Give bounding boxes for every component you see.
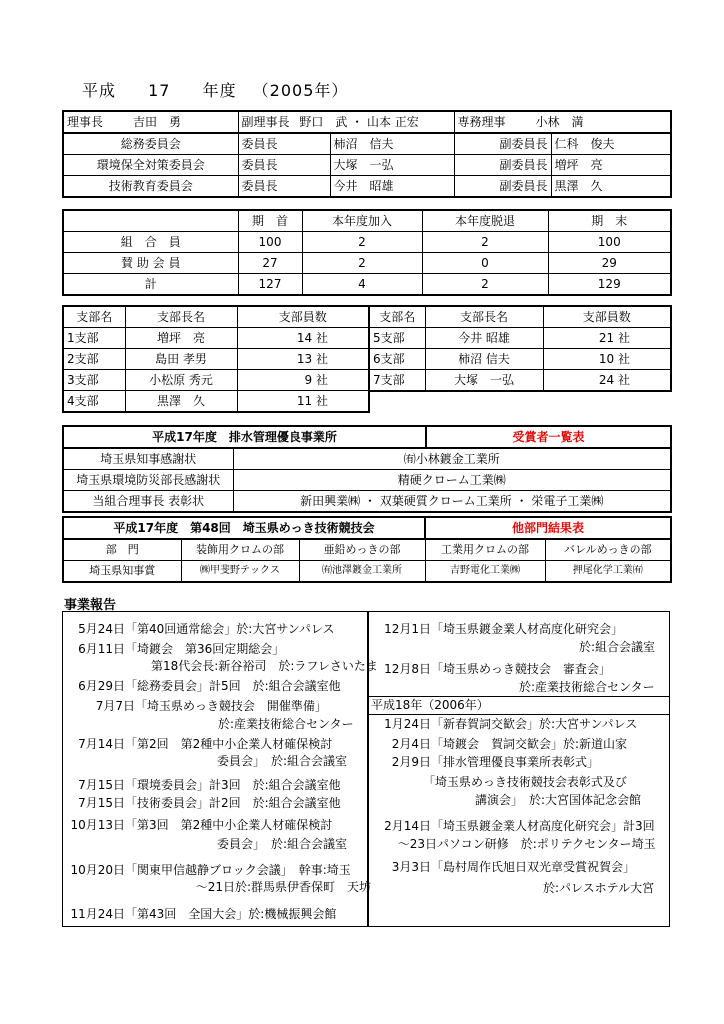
committee-row xyxy=(63,155,671,176)
header-head: 支部長名 xyxy=(425,306,543,328)
report-date: 7月15日 xyxy=(78,796,125,810)
header-branch: 支部名 xyxy=(369,306,425,328)
report-date: 10月20日 xyxy=(70,863,125,877)
report-entry xyxy=(519,679,655,695)
branch-head: 大塚 一弘 xyxy=(425,370,543,392)
report-text: 「埼玉県鍍金業人材高度化研究会」 xyxy=(431,622,624,636)
report-text: 「技術委員会」計2回 於:組合会議室他 xyxy=(125,796,341,810)
report-label: 事業報告 xyxy=(64,598,117,613)
vice-chair-cell xyxy=(238,111,454,133)
chair-label: 理事長 xyxy=(67,115,104,129)
committee-row xyxy=(63,133,671,155)
row-label: 組 合 員 xyxy=(63,232,238,253)
branch-row xyxy=(369,370,671,392)
report-left-column xyxy=(62,611,378,927)
header-branch: 支部名 xyxy=(63,306,125,328)
awards-list-label: 受賞者一覧表 xyxy=(426,426,671,448)
branch-row xyxy=(369,328,671,349)
row-label: 計 xyxy=(63,274,238,296)
report-text: 「環境委員会」計3回 於:組合会議室他 xyxy=(125,778,341,792)
branch-name: 2支部 xyxy=(63,349,125,370)
contest-header: 部 門 xyxy=(63,539,181,561)
branch-row xyxy=(369,349,671,370)
officers-table xyxy=(62,110,670,198)
award-winner: 精硬クローム工業㈱ xyxy=(233,470,671,491)
vice-chair-names: 野口 武 ・ 山本 正宏 xyxy=(299,115,419,129)
report-text: 「埼鍍会 賀詞交歓会」於:新道山家 xyxy=(431,737,628,751)
membership-row xyxy=(63,232,671,253)
report-entry xyxy=(77,698,327,714)
report-entry xyxy=(579,639,655,655)
report-text: 「島村周作氏旭日双光章受賞祝賀会」 xyxy=(431,860,636,874)
header-left: 本年度脱退 xyxy=(422,210,548,232)
branch-name: 5支部 xyxy=(369,328,425,349)
report-entry xyxy=(67,862,351,878)
contest-header: 亜鉛めっきの部 xyxy=(299,539,425,561)
report-text: 委員会」 於:組合会議室 xyxy=(217,754,348,768)
report-date: ～21日 xyxy=(195,880,235,894)
branch-head: 黒澤 久 xyxy=(125,391,237,413)
report-text: 「埼玉県めっき技術競技会表彰式及び xyxy=(423,775,627,789)
report-entry xyxy=(373,736,627,752)
committee-vice-label: 副委員長 xyxy=(454,133,551,155)
report-entry xyxy=(67,777,341,793)
branch-head: 増坪 亮 xyxy=(125,328,237,349)
header-count: 支部員数 xyxy=(543,306,671,328)
value-cell: 27 xyxy=(238,253,302,274)
report-text: 於:産業技術総合センター xyxy=(218,717,354,731)
branch-count: 11 社 xyxy=(237,391,369,413)
award-name: 埼玉県知事感謝状 xyxy=(63,448,233,470)
contest-header: 工業用クロムの部 xyxy=(425,539,545,561)
report-date: 10月13日 xyxy=(70,818,125,832)
award-row xyxy=(63,470,671,491)
report-date: 11月24日 xyxy=(70,907,125,921)
report-date: 6月29日 xyxy=(78,679,125,693)
report-text: 於:組合会議室 xyxy=(579,640,656,654)
report-date: 平成18年（2006年） xyxy=(371,698,489,712)
branch-count: 13 社 xyxy=(237,349,369,370)
report-date: 7月7日 xyxy=(95,699,135,713)
branch-table-left xyxy=(62,305,368,413)
report-entry xyxy=(83,879,371,895)
contest-row xyxy=(63,561,671,583)
branch-row xyxy=(63,349,369,370)
year-divider xyxy=(369,714,669,715)
membership-row xyxy=(63,274,671,296)
row-label: 賛 助 会 員 xyxy=(63,253,238,274)
contest-header: バレルめっきの部 xyxy=(545,539,671,561)
value-cell: 2 xyxy=(302,232,422,253)
report-entry xyxy=(423,774,627,790)
branch-header-row xyxy=(369,306,671,328)
value-cell: 100 xyxy=(548,232,671,253)
committee-vice-label: 副委員長 xyxy=(454,155,551,176)
value-cell: 127 xyxy=(238,274,302,296)
report-entry xyxy=(373,661,611,677)
vice-chair-label: 副理事長 xyxy=(241,115,290,129)
report-entry xyxy=(373,818,655,834)
year-divider-top xyxy=(369,696,669,697)
header-end: 期 末 xyxy=(548,210,671,232)
report-right-column xyxy=(368,611,670,927)
award-row xyxy=(63,491,671,513)
contest-title: 平成17年度 第48回 埼玉県めっき技術競技会 xyxy=(63,517,425,539)
value-cell: 2 xyxy=(422,232,548,253)
report-text: 「埼玉県めっき競技会 開催準備」 xyxy=(135,699,327,713)
branch-count: 24 社 xyxy=(543,370,671,392)
branch-row xyxy=(63,370,369,391)
award-name: 埼玉県環境防災部長感謝状 xyxy=(63,470,233,491)
committee-chair-label: 委員長 xyxy=(238,155,330,176)
branch-head: 島田 孝男 xyxy=(125,349,237,370)
membership-row xyxy=(63,253,671,274)
branch-name: 6支部 xyxy=(369,349,425,370)
committee-name: 環境保全対策委員会 xyxy=(63,155,238,176)
report-date: 12月1日 xyxy=(384,622,431,636)
report-entry xyxy=(373,754,599,770)
report-entry xyxy=(67,795,341,811)
report-entry xyxy=(379,836,656,852)
chair-name: 吉田 勇 xyxy=(133,115,182,129)
committee-vice-label: 副委員長 xyxy=(454,176,551,198)
report-entry xyxy=(218,716,354,732)
report-text: 於:群馬県伊香保町 天坊 xyxy=(235,880,372,894)
value-cell: 100 xyxy=(238,232,302,253)
report-entry xyxy=(371,697,489,713)
report-date: 12月8日 xyxy=(384,662,431,676)
membership-header-row xyxy=(63,210,671,232)
report-text: 「排水管理優良事業所表彰式」 xyxy=(431,755,600,769)
chair-cell xyxy=(63,111,238,133)
committee-vice: 黒澤 久 xyxy=(551,176,671,198)
page-title xyxy=(82,78,348,101)
value-cell: 4 xyxy=(302,274,422,296)
value-cell: 0 xyxy=(422,253,548,274)
report-date: 3月3日 xyxy=(391,860,431,874)
report-date: 1月24日 xyxy=(384,717,431,731)
branch-count: 10 社 xyxy=(543,349,671,370)
committee-chair-label: 委員長 xyxy=(238,176,330,198)
report-entry xyxy=(373,859,635,875)
report-text: 「埼鍍会 第36回定期総会」 xyxy=(125,642,285,656)
header-start: 期 首 xyxy=(238,210,302,232)
report-text: 「第2回 第2種中小企業人材確保検討 xyxy=(125,737,333,751)
awards-table xyxy=(62,425,670,513)
title-num: 17 xyxy=(148,81,171,100)
report-entry xyxy=(217,753,347,769)
committee-row xyxy=(63,176,671,198)
committee-vice: 仁科 俊夫 xyxy=(551,133,671,155)
value-cell: 2 xyxy=(302,253,422,274)
report-entry xyxy=(373,716,637,732)
report-date: ～23日 xyxy=(397,837,437,851)
report-date: 2月14日 xyxy=(384,819,431,833)
report-entry xyxy=(217,836,347,852)
branch-header-row xyxy=(63,306,369,328)
award-name: 当組合理事長 表彰状 xyxy=(63,491,233,513)
exec-director-name: 小林 満 xyxy=(535,115,584,129)
branch-name: 1支部 xyxy=(63,328,125,349)
report-entry xyxy=(67,736,332,752)
contest-table xyxy=(62,516,670,583)
report-text: 「関東甲信越静ブロック会議」 幹事:埼玉 xyxy=(125,863,351,877)
branch-head: 小松原 秀元 xyxy=(125,370,237,391)
report-text: 「埼玉県めっき競技会 審査会」 xyxy=(431,662,611,676)
title-unit: 年度 xyxy=(202,81,237,100)
report-text: 於:パレスホテル大宮 xyxy=(543,881,655,895)
branch-name: 4支部 xyxy=(63,391,125,413)
header-count: 支部員数 xyxy=(237,306,369,328)
committee-vice: 増坪 亮 xyxy=(551,155,671,176)
report-date: 2月9日 xyxy=(391,755,431,769)
report-date: 2月4日 xyxy=(391,737,431,751)
branch-head: 今井 昭雄 xyxy=(425,328,543,349)
report-text: パソコン研修 於:ポリテクセンター埼玉 xyxy=(437,837,656,851)
branch-row xyxy=(63,328,369,349)
report-text: 「第40回通常総会」於:大宮サンパレス xyxy=(125,622,335,636)
contest-cell: 埼玉県知事賞 xyxy=(63,561,181,583)
title-year: （2005年） xyxy=(252,81,349,100)
contest-cell: ㈱甲斐野テックス xyxy=(181,561,299,583)
committee-name: 総務委員会 xyxy=(63,133,238,155)
report-entry xyxy=(543,880,654,896)
committee-chair: 今井 昭雄 xyxy=(330,176,454,198)
report-text: 第18代会長:新谷裕司 於:ラフレさいたま xyxy=(151,659,378,673)
report-entry xyxy=(67,678,341,694)
committee-chair-label: 委員長 xyxy=(238,133,330,155)
report-text: 「第43回 全国大会」於:機械振興会館 xyxy=(125,907,337,921)
report-date: 5月24日 xyxy=(78,622,125,636)
value-cell: 29 xyxy=(548,253,671,274)
report-text: 「第3回 第2種中小企業人材確保検討 xyxy=(125,818,333,832)
membership-table xyxy=(62,209,670,296)
contest-cell: 吉野電化工業㈱ xyxy=(425,561,545,583)
committee-chair: 大塚 一弘 xyxy=(330,155,454,176)
branch-count: 21 社 xyxy=(543,328,671,349)
title-era: 平成 xyxy=(82,81,117,100)
award-row xyxy=(63,448,671,470)
header-joined: 本年度加入 xyxy=(302,210,422,232)
branch-table-right xyxy=(368,305,670,392)
award-winner: 新田興業㈱ ・ 双葉硬質クローム工業所 ・ 栄電子工業㈱ xyxy=(233,491,671,513)
report-date: 7月14日 xyxy=(78,737,125,751)
report-text: 講演会」 於:大宮国体記念会館 xyxy=(475,793,642,807)
report-entry xyxy=(373,621,623,637)
awards-title-row xyxy=(63,426,671,448)
award-winner: ㈲小林鍍金工業所 xyxy=(233,448,671,470)
branch-row xyxy=(63,391,369,413)
exec-director-label: 専務理事 xyxy=(457,115,506,129)
contest-header-row xyxy=(63,539,671,561)
report-entry xyxy=(151,658,378,674)
value-cell: 129 xyxy=(548,274,671,296)
branch-name: 3支部 xyxy=(63,370,125,391)
contest-cell: 押尾化学工業㈲ xyxy=(545,561,671,583)
report-entry xyxy=(67,906,336,922)
awards-title: 平成17年度 排水管理優良事業所 xyxy=(63,426,426,448)
contest-result-label: 他部門結果表 xyxy=(425,517,671,539)
contest-title-row xyxy=(63,517,671,539)
branch-head: 柿沼 信夫 xyxy=(425,349,543,370)
committee-name: 技術教育委員会 xyxy=(63,176,238,198)
value-cell: 2 xyxy=(422,274,548,296)
branch-count: 9 社 xyxy=(237,370,369,391)
report-date: 7月15日 xyxy=(78,778,125,792)
report-text: 「総務委員会」計5回 於:組合会議室他 xyxy=(125,679,341,693)
header-head: 支部長名 xyxy=(125,306,237,328)
report-text: 「埼玉県鍍金業人材高度化研究会」計3回 xyxy=(431,819,655,833)
contest-header: 装飾用クロムの部 xyxy=(181,539,299,561)
report-date: 6月11日 xyxy=(78,642,125,656)
report-entry xyxy=(67,817,332,833)
report-entry xyxy=(475,792,641,808)
branch-name: 7支部 xyxy=(369,370,425,392)
committee-chair: 柿沼 信夫 xyxy=(330,133,454,155)
report-entry xyxy=(67,621,335,637)
branch-count: 14 社 xyxy=(237,328,369,349)
report-text: 委員会」 於:組合会議室 xyxy=(217,837,348,851)
report-text: 「新春賀詞交歓会」於:大宮サンパレス xyxy=(431,717,638,731)
report-entry xyxy=(67,641,284,657)
report-text: 於:産業技術総合センター xyxy=(519,680,655,694)
exec-director-cell xyxy=(454,111,671,133)
contest-cell: ㈲池澤鍍金工業所 xyxy=(299,561,425,583)
